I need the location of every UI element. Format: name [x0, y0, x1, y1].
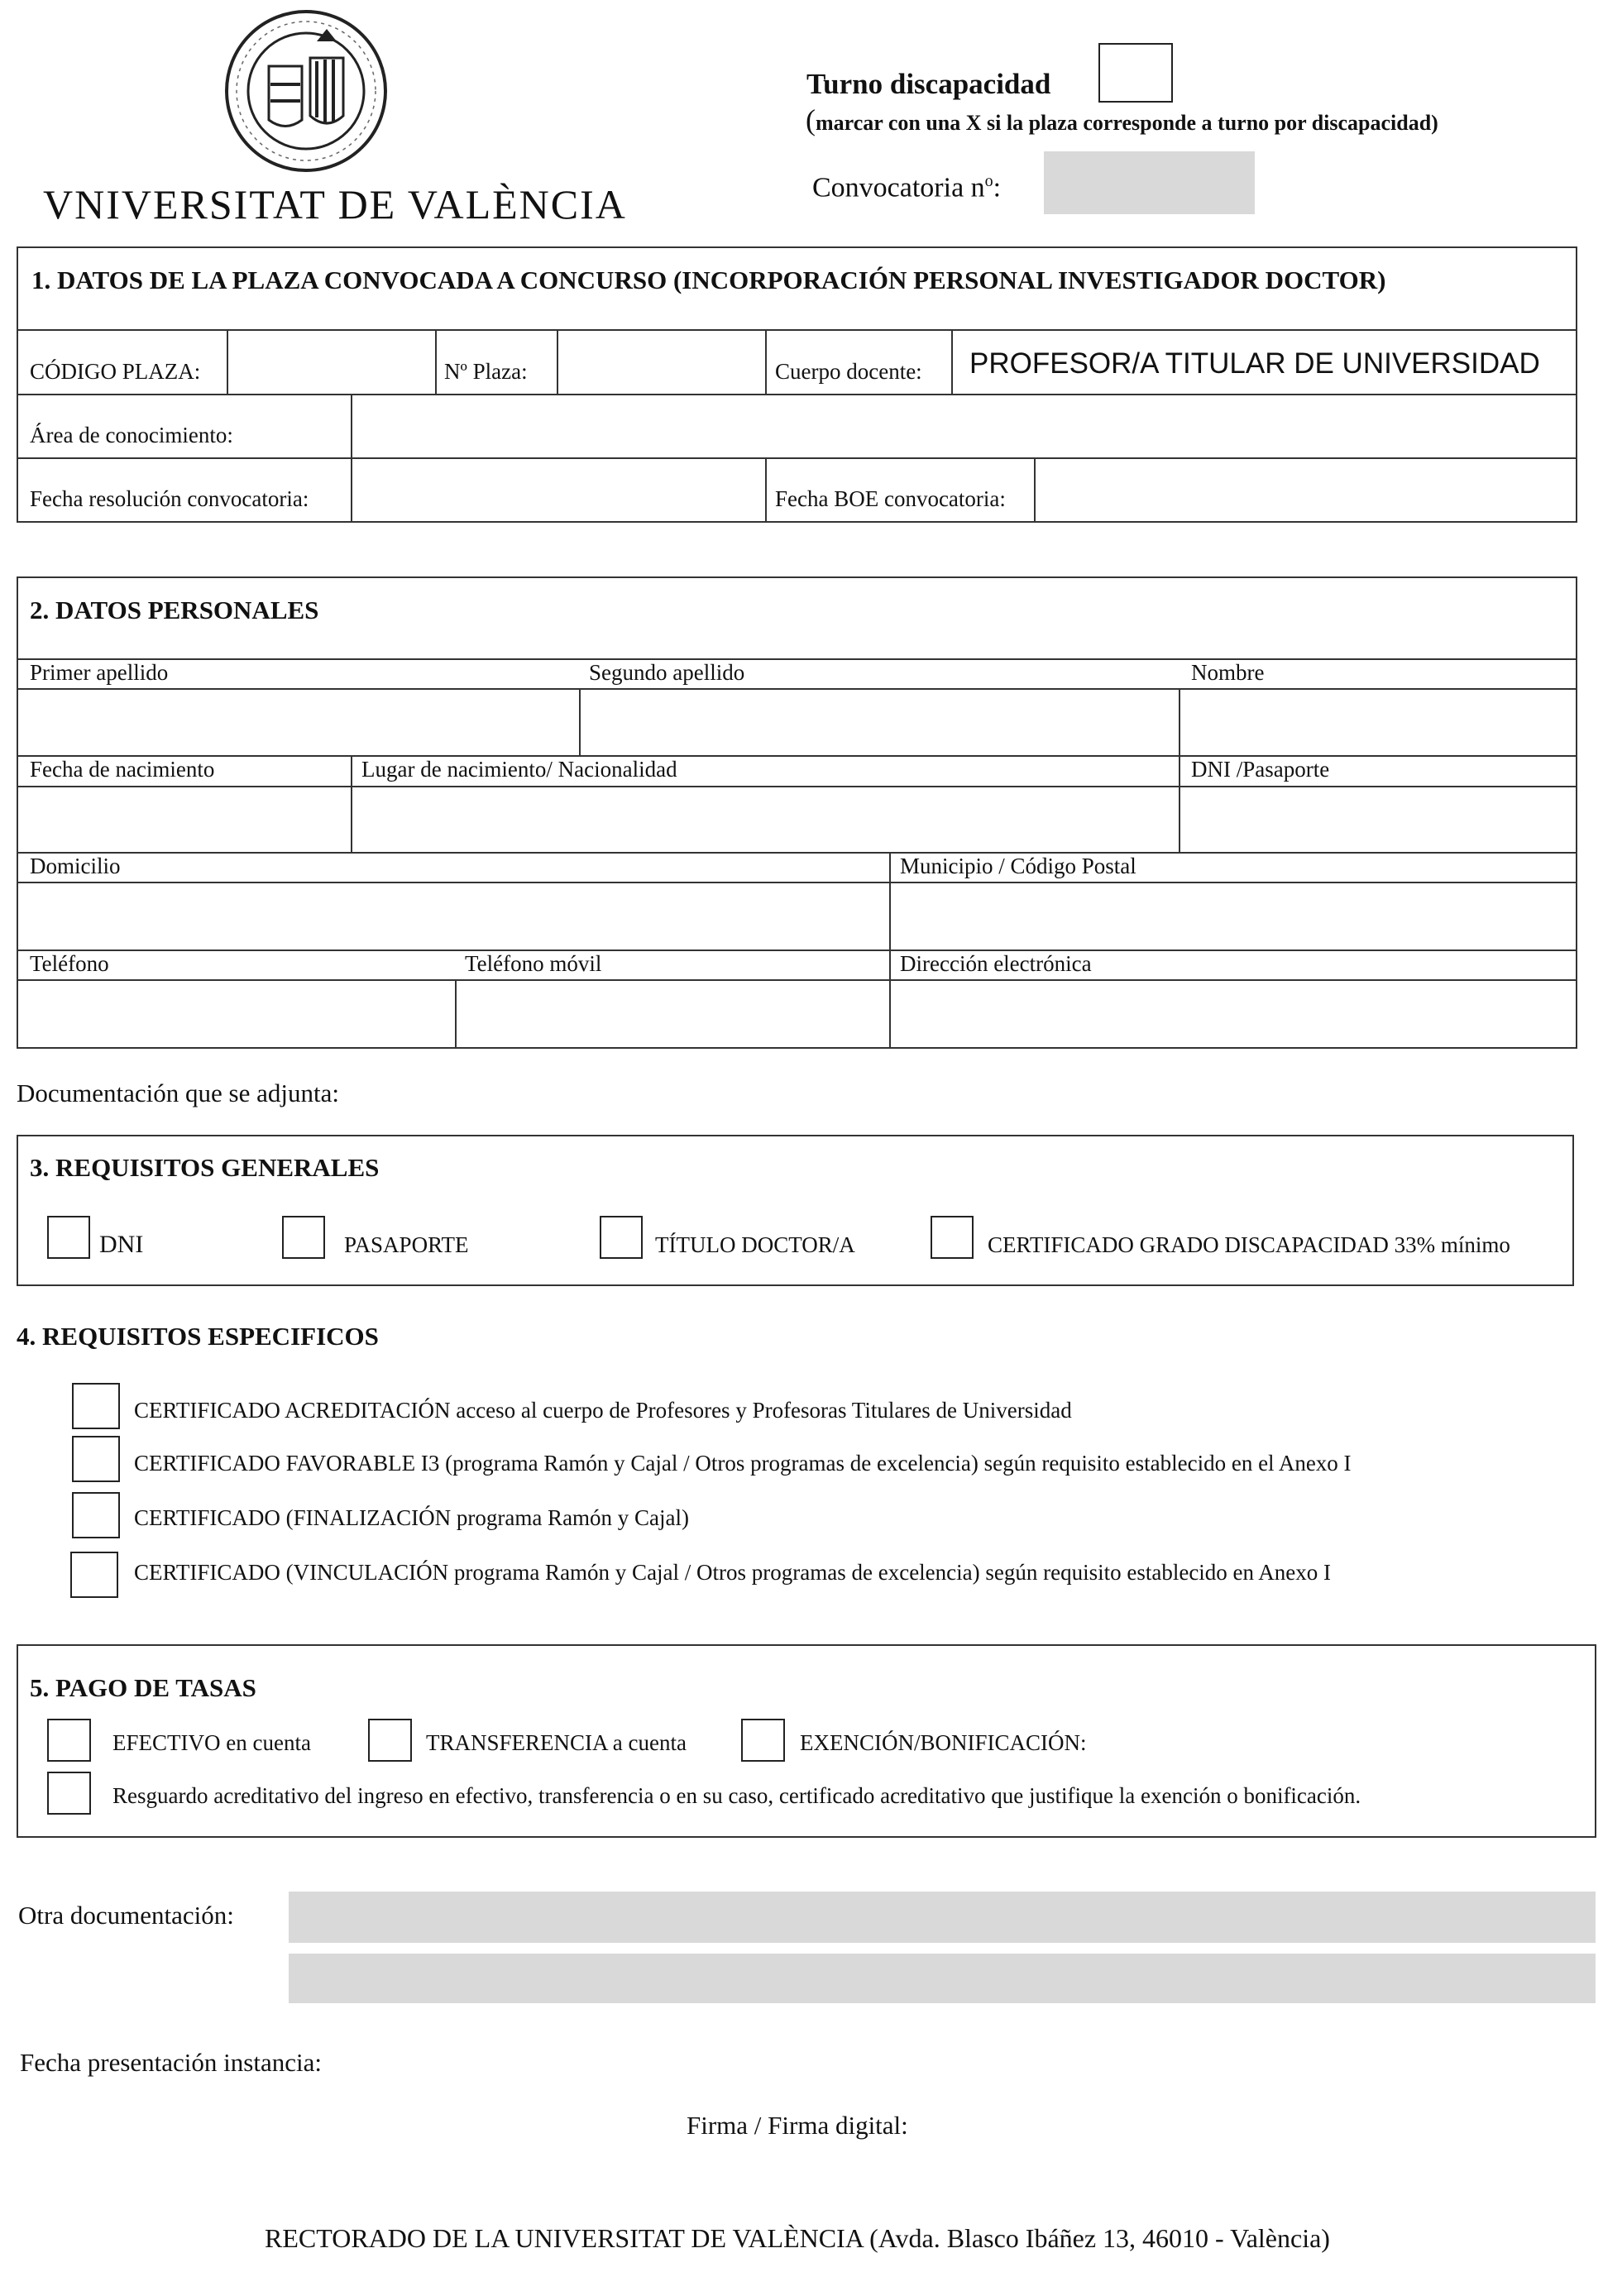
fecha-resolucion-field[interactable]	[354, 461, 763, 519]
otra-documentacion-field-1[interactable]	[289, 1892, 1596, 1943]
section-3-title: 3. REQUISITOS GENERALES	[30, 1153, 380, 1182]
section-1-title: 1. DATOS DE LA PLAZA CONVOCADA A CONCURSO (INCORPORACIÓN PERSONAL INVESTIGADOR DOCTOR)	[31, 265, 1386, 294]
segundo-apellido-field[interactable]	[582, 691, 1175, 752]
turno-title: Turno discapacidad	[806, 68, 1051, 100]
finalizacion-checkbox[interactable]	[72, 1492, 120, 1538]
fecha-boe-label: Fecha BOE convocatoria:	[775, 486, 1006, 511]
divider	[435, 329, 437, 394]
fecha-nacimiento-label: Fecha de nacimiento	[30, 757, 215, 782]
lugar-nacimiento-field[interactable]	[354, 789, 1175, 849]
divider	[951, 329, 953, 394]
primer-apellido-label: Primer apellido	[30, 660, 169, 685]
dni-pasaporte-field[interactable]	[1182, 789, 1574, 849]
documentacion-adjunta-label: Documentación que se adjunta:	[17, 1079, 339, 1107]
divider	[17, 882, 1577, 883]
divider	[17, 949, 1577, 951]
otra-documentacion-label: Otra documentación:	[18, 1901, 234, 1930]
divider	[17, 658, 1577, 660]
divider	[17, 457, 1577, 459]
cuerpo-docente-value[interactable]: PROFESOR/A TITULAR DE UNIVERSIDAD	[969, 347, 1540, 380]
divider	[17, 852, 1577, 854]
divider	[455, 979, 457, 1049]
section-2-title: 2. DATOS PERSONALES	[30, 596, 319, 624]
telefono-movil-field[interactable]	[458, 983, 886, 1045]
convocatoria-label: Convocatoria $n^o$:	[812, 172, 1002, 203]
divider	[17, 329, 1577, 331]
pasaporte-option-label: PASAPORTE	[344, 1232, 469, 1257]
discapacidad-checkbox[interactable]	[931, 1216, 974, 1259]
turno-note: (marcar con una X si la plaza corresponde a turno por discapacidad)	[806, 103, 1438, 136]
divider	[579, 688, 581, 755]
fecha-boe-field[interactable]	[1037, 461, 1573, 519]
domicilio-label: Domicilio	[30, 854, 121, 878]
codigo-plaza-label: CÓDIGO PLAZA:	[30, 359, 201, 384]
cuerpo-docente-label: Cuerpo docente:	[775, 359, 922, 384]
primer-apellido-field[interactable]	[20, 691, 576, 752]
fecha-presentacion-label: Fecha presentación instancia:	[20, 2048, 322, 2077]
divider	[557, 329, 558, 394]
direccion-electronica-label: Dirección electrónica	[900, 951, 1092, 976]
efectivo-checkbox[interactable]	[47, 1719, 91, 1762]
firma-label: Firma / Firma digital:	[687, 2111, 908, 2140]
dni-option-label: DNI	[99, 1231, 144, 1258]
telefono-movil-label: Teléfono móvil	[465, 951, 602, 976]
nombre-label: Nombre	[1191, 660, 1265, 685]
municipio-label: Municipio / Código Postal	[900, 854, 1136, 878]
efectivo-option-label: EFECTIVO en cuenta	[112, 1730, 311, 1755]
area-conocimiento-label: Área de conocimiento:	[30, 423, 233, 447]
vinculacion-option-label: CERTIFICADO (VINCULACIÓN programa Ramón y Cajal / Otros programas de excelencia) según requisito establecido en Anexo I	[134, 1560, 1332, 1585]
divider	[1179, 688, 1180, 755]
vinculacion-checkbox[interactable]	[70, 1552, 118, 1598]
resguardo-option-label: Resguardo acreditativo del ingreso en efectivo, transferencia o en su caso, certificado acreditativo que justifique la exención o bonificación.	[112, 1783, 1361, 1808]
segundo-apellido-label: Segundo apellido	[589, 660, 745, 685]
acreditacion-checkbox[interactable]	[72, 1383, 120, 1429]
dni-checkbox[interactable]	[47, 1216, 90, 1259]
divider	[17, 688, 1577, 690]
titulo-doctor-option-label: TÍTULO DOCTOR/A	[655, 1232, 855, 1257]
exencion-option-label: EXENCIÓN/BONIFICACIÓN:	[800, 1730, 1087, 1755]
area-conocimiento-field[interactable]	[354, 397, 1573, 454]
municipio-field[interactable]	[892, 885, 1574, 946]
direccion-electronica-field[interactable]	[892, 983, 1574, 1045]
divider	[17, 979, 1577, 981]
favorable-i3-option-label: CERTIFICADO FAVORABLE I3 (programa Ramón y Cajal / Otros programas de excelencia) según requisito establecido en el Anexo I	[134, 1451, 1352, 1476]
exencion-checkbox[interactable]	[741, 1719, 785, 1762]
finalizacion-option-label: CERTIFICADO (FINALIZACIÓN programa Ramón y Cajal)	[134, 1505, 690, 1530]
nombre-field[interactable]	[1182, 691, 1574, 752]
university-logo	[33, 8, 627, 227]
titulo-doctor-checkbox[interactable]	[600, 1216, 643, 1259]
acreditacion-option-label: CERTIFICADO ACREDITACIÓN acceso al cuerpo de Profesores y Profesoras Titulares de Universidad	[134, 1398, 1072, 1423]
divider	[351, 394, 352, 523]
discapacidad-option-label: CERTIFICADO GRADO DISCAPACIDAD 33% mínimo	[988, 1232, 1510, 1257]
telefono-label: Teléfono	[30, 951, 109, 976]
turno-checkbox[interactable]	[1098, 43, 1173, 103]
otra-documentacion-field-2[interactable]	[289, 1954, 1596, 2003]
divider	[17, 755, 1577, 757]
pasaporte-checkbox[interactable]	[282, 1216, 325, 1259]
divider	[351, 755, 352, 852]
n-plaza-label: Nº Plaza:	[444, 359, 528, 384]
university-seal-icon	[219, 8, 393, 182]
convocatoria-field[interactable]	[1044, 151, 1255, 214]
n-plaza-field[interactable]	[560, 332, 763, 390]
dni-pasaporte-label: DNI /Pasaporte	[1191, 757, 1330, 782]
fecha-resolucion-label: Fecha resolución convocatoria:	[30, 486, 309, 511]
resguardo-checkbox[interactable]	[47, 1772, 91, 1815]
transferencia-checkbox[interactable]	[368, 1719, 412, 1762]
divider	[17, 394, 1577, 395]
lugar-nacimiento-label: Lugar de nacimiento/ Nacionalidad	[361, 757, 677, 782]
domicilio-field[interactable]	[20, 885, 886, 946]
section-5-title: 5. PAGO DE TASAS	[30, 1673, 256, 1702]
divider	[765, 457, 767, 523]
divider	[889, 852, 891, 1049]
codigo-plaza-field[interactable]	[230, 332, 433, 390]
fecha-nacimiento-field[interactable]	[20, 789, 347, 849]
divider	[1034, 457, 1036, 523]
footer-address: RECTORADO DE LA UNIVERSITAT DE VALÈNCIA (Avda. Blasco Ibáñez 13, 46010 - València)	[265, 2223, 1330, 2253]
divider	[227, 329, 228, 394]
university-name: VNIVERSITAT DE VALÈNCIA	[43, 181, 627, 227]
favorable-i3-checkbox[interactable]	[72, 1436, 120, 1482]
telefono-field[interactable]	[20, 983, 452, 1045]
section-4-title: 4. REQUISITOS ESPECIFICOS	[17, 1322, 379, 1351]
divider	[1179, 755, 1180, 852]
divider	[17, 786, 1577, 787]
divider	[765, 329, 767, 394]
transferencia-option-label: TRANSFERENCIA a cuenta	[426, 1730, 687, 1755]
